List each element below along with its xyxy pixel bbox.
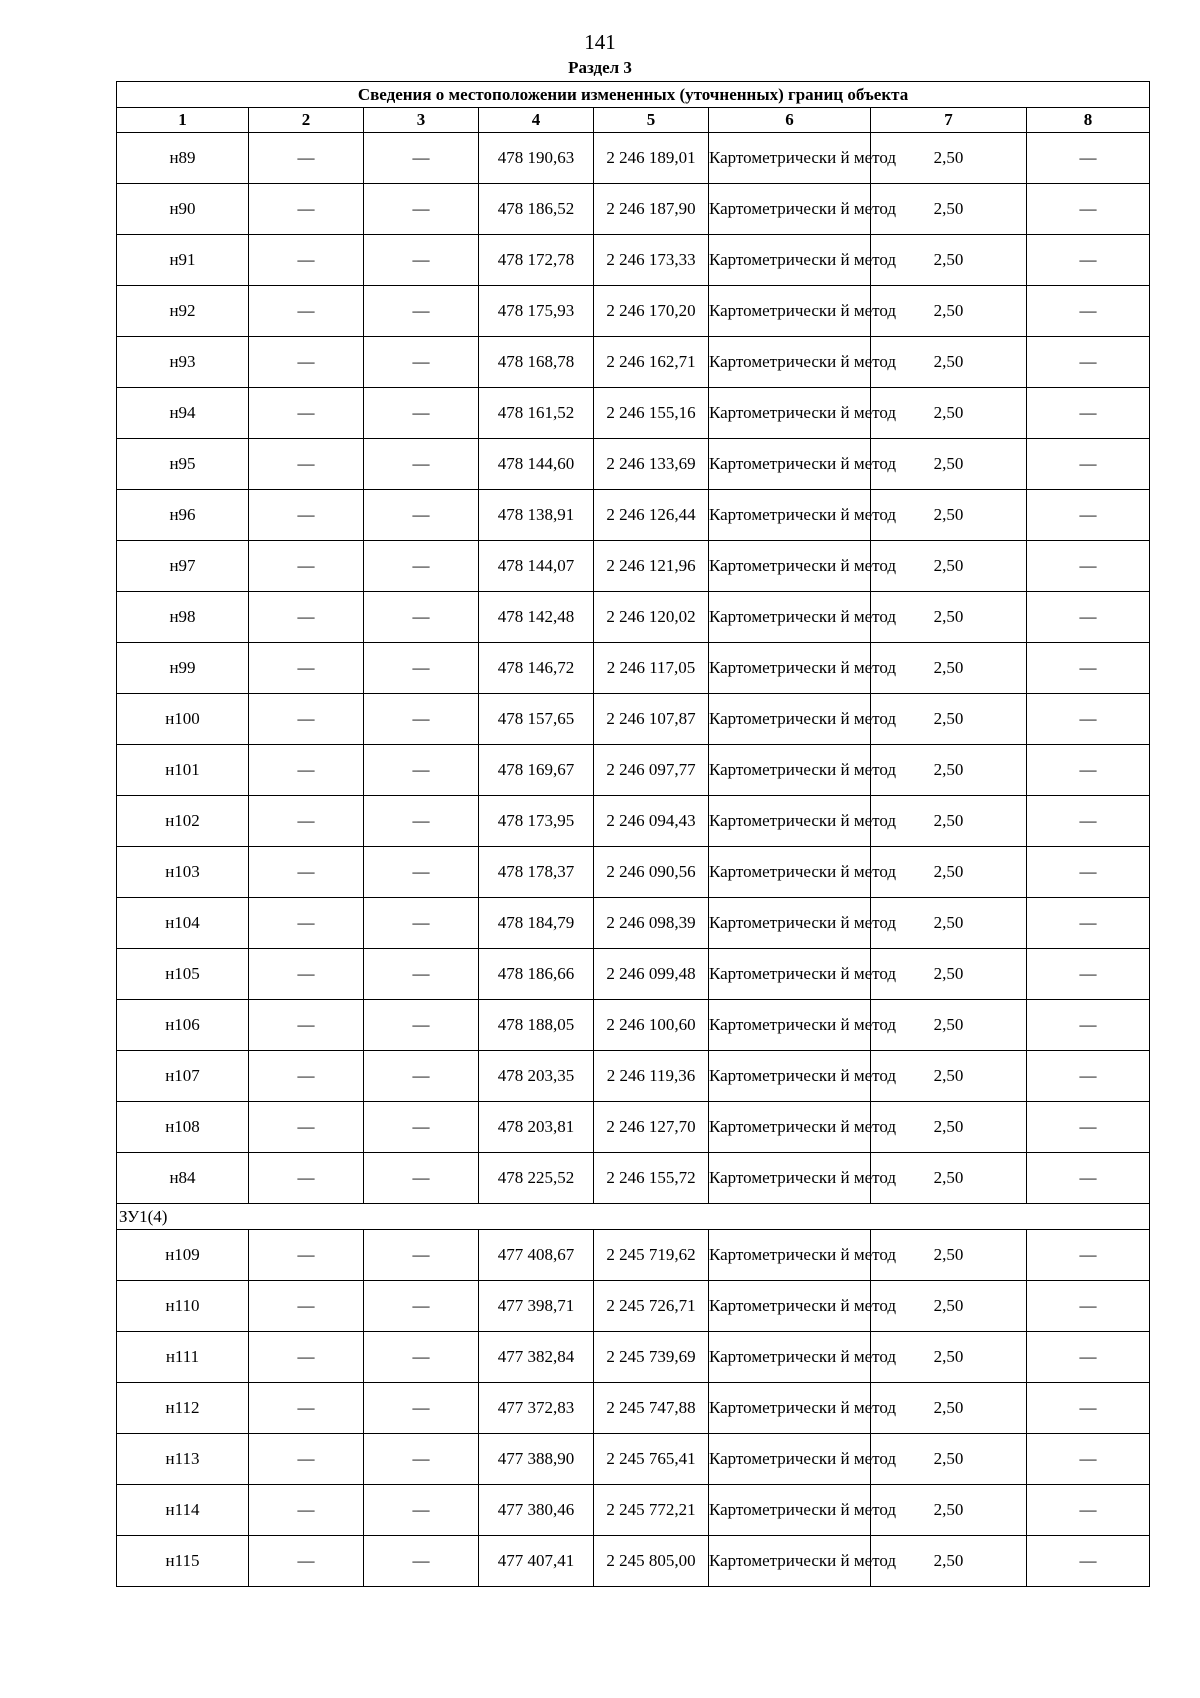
y-coordinate: 2 246 107,87 — [594, 694, 709, 745]
col-3-value: — — [364, 949, 479, 1000]
point-name: н105 — [117, 949, 249, 1000]
y-coordinate: 2 246 155,16 — [594, 388, 709, 439]
column-header: 3 — [364, 108, 479, 133]
accuracy: 2,50 — [871, 133, 1027, 184]
table-row — [117, 235, 1150, 286]
col-3-value: — — [364, 1000, 479, 1051]
table-row — [117, 1383, 1150, 1434]
x-coordinate: 478 172,78 — [479, 235, 594, 286]
method: Картометрически й метод — [709, 133, 871, 184]
y-coordinate: 2 245 739,69 — [594, 1332, 709, 1383]
y-coordinate: 2 246 170,20 — [594, 286, 709, 337]
y-coordinate: 2 245 772,21 — [594, 1485, 709, 1536]
col-8-value: — — [1027, 592, 1150, 643]
method: Картометрически й метод — [709, 898, 871, 949]
col-2-value: — — [249, 1051, 364, 1102]
accuracy: 2,50 — [871, 541, 1027, 592]
y-coordinate: 2 246 100,60 — [594, 1000, 709, 1051]
method: Картометрически й метод — [709, 1281, 871, 1332]
col-2-value: — — [249, 286, 364, 337]
table-row — [117, 1485, 1150, 1536]
x-coordinate: 477 372,83 — [479, 1383, 594, 1434]
col-8-value: — — [1027, 133, 1150, 184]
accuracy: 2,50 — [871, 235, 1027, 286]
x-coordinate: 478 225,52 — [479, 1153, 594, 1204]
method: Картометрически й метод — [709, 745, 871, 796]
col-2-value: — — [249, 133, 364, 184]
method: Картометрически й метод — [709, 1332, 871, 1383]
y-coordinate: 2 246 099,48 — [594, 949, 709, 1000]
x-coordinate: 478 184,79 — [479, 898, 594, 949]
column-header-row — [117, 108, 1150, 133]
col-3-value: — — [364, 1332, 479, 1383]
col-2-value: — — [249, 1102, 364, 1153]
col-8-value: — — [1027, 337, 1150, 388]
table-row — [117, 694, 1150, 745]
x-coordinate: 478 178,37 — [479, 847, 594, 898]
method: Картометрически й метод — [709, 1230, 871, 1281]
y-coordinate: 2 246 187,90 — [594, 184, 709, 235]
point-name: н100 — [117, 694, 249, 745]
y-coordinate: 2 246 121,96 — [594, 541, 709, 592]
point-name: н111 — [117, 1332, 249, 1383]
column-header: 5 — [594, 108, 709, 133]
col-8-value: — — [1027, 184, 1150, 235]
y-coordinate: 2 246 120,02 — [594, 592, 709, 643]
table-row — [117, 1230, 1150, 1281]
col-2-value: — — [249, 694, 364, 745]
table-row — [117, 1000, 1150, 1051]
x-coordinate: 477 408,67 — [479, 1230, 594, 1281]
col-3-value: — — [364, 1434, 479, 1485]
table-row — [117, 133, 1150, 184]
column-header: 7 — [871, 108, 1027, 133]
col-3-value: — — [364, 694, 479, 745]
method: Картометрически й метод — [709, 796, 871, 847]
col-2-value: — — [249, 1281, 364, 1332]
col-8-value: — — [1027, 847, 1150, 898]
col-8-value: — — [1027, 1051, 1150, 1102]
accuracy: 2,50 — [871, 439, 1027, 490]
col-8-value: — — [1027, 1536, 1150, 1587]
point-name: н84 — [117, 1153, 249, 1204]
method: Картометрически й метод — [709, 592, 871, 643]
y-coordinate: 2 246 126,44 — [594, 490, 709, 541]
point-name: н104 — [117, 898, 249, 949]
table-row — [117, 1102, 1150, 1153]
x-coordinate: 478 144,07 — [479, 541, 594, 592]
col-3-value: — — [364, 1230, 479, 1281]
x-coordinate: 477 380,46 — [479, 1485, 594, 1536]
col-2-value: — — [249, 1153, 364, 1204]
col-3-value: — — [364, 286, 479, 337]
accuracy: 2,50 — [871, 643, 1027, 694]
col-2-value: — — [249, 439, 364, 490]
point-name: н96 — [117, 490, 249, 541]
col-3-value: — — [364, 796, 479, 847]
y-coordinate: 2 246 090,56 — [594, 847, 709, 898]
x-coordinate: 477 388,90 — [479, 1434, 594, 1485]
table-title: Сведения о местоположении измененных (уточненных) границ объекта — [117, 82, 1150, 108]
y-coordinate: 2 246 133,69 — [594, 439, 709, 490]
col-2-value: — — [249, 490, 364, 541]
x-coordinate: 478 138,91 — [479, 490, 594, 541]
col-3-value: — — [364, 643, 479, 694]
col-3-value: — — [364, 235, 479, 286]
y-coordinate: 2 246 173,33 — [594, 235, 709, 286]
table-row — [117, 388, 1150, 439]
x-coordinate: 477 398,71 — [479, 1281, 594, 1332]
col-3-value: — — [364, 490, 479, 541]
method: Картометрически й метод — [709, 1434, 871, 1485]
col-3-value: — — [364, 133, 479, 184]
method: Картометрически й метод — [709, 1485, 871, 1536]
point-name: н103 — [117, 847, 249, 898]
accuracy: 2,50 — [871, 949, 1027, 1000]
x-coordinate: 478 203,81 — [479, 1102, 594, 1153]
point-name: н112 — [117, 1383, 249, 1434]
point-name: н115 — [117, 1536, 249, 1587]
col-8-value: — — [1027, 1153, 1150, 1204]
table-row — [117, 592, 1150, 643]
point-name: н93 — [117, 337, 249, 388]
col-3-value: — — [364, 898, 479, 949]
point-name: н94 — [117, 388, 249, 439]
col-2-value: — — [249, 745, 364, 796]
accuracy: 2,50 — [871, 694, 1027, 745]
col-8-value: — — [1027, 1485, 1150, 1536]
method: Картометрически й метод — [709, 1051, 871, 1102]
method: Картометрически й метод — [709, 1383, 871, 1434]
col-8-value: — — [1027, 541, 1150, 592]
col-3-value: — — [364, 847, 479, 898]
column-header: 6 — [709, 108, 871, 133]
point-name: н109 — [117, 1230, 249, 1281]
accuracy: 2,50 — [871, 1485, 1027, 1536]
col-8-value: — — [1027, 439, 1150, 490]
col-2-value: — — [249, 847, 364, 898]
method: Картометрически й метод — [709, 1153, 871, 1204]
y-coordinate: 2 246 119,36 — [594, 1051, 709, 1102]
accuracy: 2,50 — [871, 286, 1027, 337]
method: Картометрически й метод — [709, 439, 871, 490]
col-2-value: — — [249, 643, 364, 694]
point-name: н97 — [117, 541, 249, 592]
group-label: ЗУ1(4) — [117, 1204, 1150, 1230]
accuracy: 2,50 — [871, 898, 1027, 949]
col-2-value: — — [249, 949, 364, 1000]
table-row — [117, 1536, 1150, 1587]
accuracy: 2,50 — [871, 1281, 1027, 1332]
col-2-value: — — [249, 1434, 364, 1485]
col-3-value: — — [364, 541, 479, 592]
col-8-value: — — [1027, 694, 1150, 745]
table-row — [117, 439, 1150, 490]
col-2-value: — — [249, 1536, 364, 1587]
accuracy: 2,50 — [871, 337, 1027, 388]
point-name: н101 — [117, 745, 249, 796]
point-name: н99 — [117, 643, 249, 694]
y-coordinate: 2 246 155,72 — [594, 1153, 709, 1204]
col-2-value: — — [249, 337, 364, 388]
col-8-value: — — [1027, 490, 1150, 541]
x-coordinate: 478 161,52 — [479, 388, 594, 439]
col-8-value: — — [1027, 235, 1150, 286]
group-row — [117, 1204, 1150, 1230]
column-header: 2 — [249, 108, 364, 133]
point-name: н92 — [117, 286, 249, 337]
point-name: н113 — [117, 1434, 249, 1485]
y-coordinate: 2 245 726,71 — [594, 1281, 709, 1332]
y-coordinate: 2 246 189,01 — [594, 133, 709, 184]
column-header: 8 — [1027, 108, 1150, 133]
point-name: н91 — [117, 235, 249, 286]
page-number: 141 — [584, 30, 616, 54]
col-8-value: — — [1027, 286, 1150, 337]
point-name: н98 — [117, 592, 249, 643]
point-name: н89 — [117, 133, 249, 184]
table-row — [117, 1332, 1150, 1383]
table-row — [117, 490, 1150, 541]
x-coordinate: 478 203,35 — [479, 1051, 594, 1102]
point-name: н110 — [117, 1281, 249, 1332]
y-coordinate: 2 245 765,41 — [594, 1434, 709, 1485]
y-coordinate: 2 245 805,00 — [594, 1536, 709, 1587]
table-row — [117, 745, 1150, 796]
x-coordinate: 478 190,63 — [479, 133, 594, 184]
table-row — [117, 796, 1150, 847]
table-row — [117, 337, 1150, 388]
table-row — [117, 847, 1150, 898]
col-3-value: — — [364, 1281, 479, 1332]
accuracy: 2,50 — [871, 1383, 1027, 1434]
col-3-value: — — [364, 439, 479, 490]
y-coordinate: 2 246 117,05 — [594, 643, 709, 694]
col-3-value: — — [364, 1383, 479, 1434]
point-name: н106 — [117, 1000, 249, 1051]
accuracy: 2,50 — [871, 796, 1027, 847]
method: Картометрически й метод — [709, 541, 871, 592]
x-coordinate: 478 142,48 — [479, 592, 594, 643]
method: Картометрически й метод — [709, 337, 871, 388]
y-coordinate: 2 246 098,39 — [594, 898, 709, 949]
y-coordinate: 2 246 162,71 — [594, 337, 709, 388]
x-coordinate: 478 169,67 — [479, 745, 594, 796]
col-3-value: — — [364, 1536, 479, 1587]
method: Картометрически й метод — [709, 1536, 871, 1587]
col-8-value: — — [1027, 949, 1150, 1000]
point-name: н108 — [117, 1102, 249, 1153]
boundary-table — [116, 81, 1150, 1587]
col-2-value: — — [249, 592, 364, 643]
accuracy: 2,50 — [871, 1153, 1027, 1204]
x-coordinate: 477 382,84 — [479, 1332, 594, 1383]
section-title: Раздел 3 — [568, 58, 632, 77]
method: Картометрически й метод — [709, 643, 871, 694]
method: Картометрически й метод — [709, 490, 871, 541]
point-name: н102 — [117, 796, 249, 847]
col-2-value: — — [249, 235, 364, 286]
table-row — [117, 1434, 1150, 1485]
point-name: н90 — [117, 184, 249, 235]
y-coordinate: 2 245 747,88 — [594, 1383, 709, 1434]
table-row — [117, 1051, 1150, 1102]
col-2-value: — — [249, 1485, 364, 1536]
y-coordinate: 2 245 719,62 — [594, 1230, 709, 1281]
col-2-value: — — [249, 796, 364, 847]
accuracy: 2,50 — [871, 1332, 1027, 1383]
method: Картометрически й метод — [709, 184, 871, 235]
x-coordinate: 478 157,65 — [479, 694, 594, 745]
table-row — [117, 898, 1150, 949]
x-coordinate: 477 407,41 — [479, 1536, 594, 1587]
col-8-value: — — [1027, 1332, 1150, 1383]
x-coordinate: 478 173,95 — [479, 796, 594, 847]
column-header: 1 — [117, 108, 249, 133]
col-3-value: — — [364, 1485, 479, 1536]
accuracy: 2,50 — [871, 1536, 1027, 1587]
x-coordinate: 478 186,66 — [479, 949, 594, 1000]
accuracy: 2,50 — [871, 1230, 1027, 1281]
accuracy: 2,50 — [871, 388, 1027, 439]
col-3-value: — — [364, 745, 479, 796]
y-coordinate: 2 246 097,77 — [594, 745, 709, 796]
col-3-value: — — [364, 592, 479, 643]
col-2-value: — — [249, 1000, 364, 1051]
col-8-value: — — [1027, 796, 1150, 847]
y-coordinate: 2 246 127,70 — [594, 1102, 709, 1153]
column-header: 4 — [479, 108, 594, 133]
x-coordinate: 478 144,60 — [479, 439, 594, 490]
accuracy: 2,50 — [871, 592, 1027, 643]
method: Картометрически й метод — [709, 286, 871, 337]
point-name: н95 — [117, 439, 249, 490]
col-2-value: — — [249, 1383, 364, 1434]
col-3-value: — — [364, 184, 479, 235]
method: Картометрически й метод — [709, 1102, 871, 1153]
point-name: н114 — [117, 1485, 249, 1536]
col-3-value: — — [364, 388, 479, 439]
col-3-value: — — [364, 1102, 479, 1153]
method: Картометрически й метод — [709, 1000, 871, 1051]
col-2-value: — — [249, 1230, 364, 1281]
table-row — [117, 286, 1150, 337]
table-row — [117, 1281, 1150, 1332]
col-2-value: — — [249, 898, 364, 949]
col-3-value: — — [364, 1153, 479, 1204]
table-row — [117, 541, 1150, 592]
col-8-value: — — [1027, 643, 1150, 694]
accuracy: 2,50 — [871, 1434, 1027, 1485]
x-coordinate: 478 175,93 — [479, 286, 594, 337]
col-3-value: — — [364, 1051, 479, 1102]
table-row — [117, 1153, 1150, 1204]
accuracy: 2,50 — [871, 184, 1027, 235]
col-8-value: — — [1027, 1281, 1150, 1332]
col-8-value: — — [1027, 1383, 1150, 1434]
method: Картометрически й метод — [709, 949, 871, 1000]
method: Картометрически й метод — [709, 694, 871, 745]
accuracy: 2,50 — [871, 745, 1027, 796]
x-coordinate: 478 168,78 — [479, 337, 594, 388]
col-8-value: — — [1027, 388, 1150, 439]
x-coordinate: 478 188,05 — [479, 1000, 594, 1051]
method: Картометрически й метод — [709, 847, 871, 898]
table-row — [117, 949, 1150, 1000]
table-row — [117, 184, 1150, 235]
method: Картометрически й метод — [709, 235, 871, 286]
accuracy: 2,50 — [871, 1051, 1027, 1102]
col-2-value: — — [249, 388, 364, 439]
col-8-value: — — [1027, 1102, 1150, 1153]
accuracy: 2,50 — [871, 1000, 1027, 1051]
x-coordinate: 478 186,52 — [479, 184, 594, 235]
x-coordinate: 478 146,72 — [479, 643, 594, 694]
accuracy: 2,50 — [871, 1102, 1027, 1153]
y-coordinate: 2 246 094,43 — [594, 796, 709, 847]
col-3-value: — — [364, 337, 479, 388]
method: Картометрически й метод — [709, 388, 871, 439]
accuracy: 2,50 — [871, 490, 1027, 541]
accuracy: 2,50 — [871, 847, 1027, 898]
col-8-value: — — [1027, 898, 1150, 949]
point-name: н107 — [117, 1051, 249, 1102]
col-8-value: — — [1027, 1230, 1150, 1281]
table-title-row — [117, 82, 1150, 108]
table-row — [117, 643, 1150, 694]
col-2-value: — — [249, 541, 364, 592]
col-2-value: — — [249, 1332, 364, 1383]
col-8-value: — — [1027, 1000, 1150, 1051]
col-8-value: — — [1027, 745, 1150, 796]
col-8-value: — — [1027, 1434, 1150, 1485]
col-2-value: — — [249, 184, 364, 235]
